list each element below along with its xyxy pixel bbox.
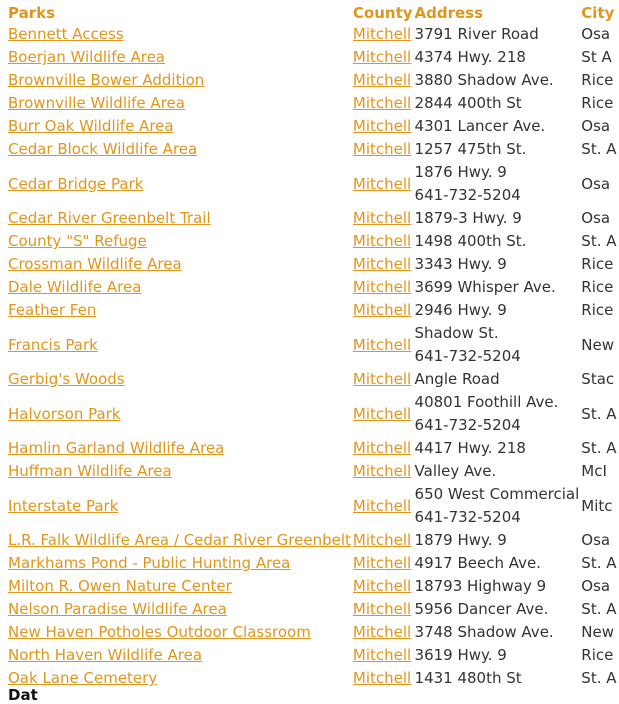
city-cell: Osa <box>581 117 611 135</box>
address-text: 1498 400th St. <box>414 232 527 250</box>
park-link[interactable]: Francis Park <box>8 335 98 354</box>
address-text: 3880 Shadow Ave. <box>414 71 554 89</box>
county-cell <box>353 368 413 391</box>
county-cell <box>353 437 413 460</box>
park-link[interactable]: Oak Lane Cemetery <box>8 669 158 687</box>
table-row <box>8 483 617 529</box>
park-link[interactable]: Markhams Pond - Public Hunting Area <box>8 554 291 572</box>
address-cell <box>415 23 580 46</box>
city-cell: Stac <box>581 370 615 388</box>
park-link[interactable]: Burr Oak Wildlife Area <box>8 117 174 135</box>
address-text: 2946 Hwy. 9 <box>414 301 507 319</box>
county-link[interactable]: Mitchell <box>352 577 412 595</box>
header-parks[interactable]: Parks <box>8 4 56 22</box>
park-link[interactable]: Bennett Access <box>8 25 124 43</box>
county-cell <box>353 46 413 69</box>
county-link[interactable]: Mitchell <box>352 646 412 664</box>
address-cell <box>415 253 580 276</box>
park-cell <box>8 667 351 690</box>
county-cell <box>353 299 413 322</box>
table-row <box>8 529 617 552</box>
address-text: 2844 400th St <box>414 94 522 112</box>
park-cell <box>8 529 351 552</box>
table-row <box>8 230 617 253</box>
park-cell <box>8 437 351 460</box>
city-cell: St. A <box>581 669 617 687</box>
park-link[interactable]: Cedar Bridge Park <box>8 174 144 193</box>
city-cell: St. A <box>581 140 617 158</box>
city-cell: McI <box>581 462 607 480</box>
park-cell <box>8 460 351 483</box>
county-link[interactable]: Mitchell <box>352 25 412 43</box>
county-cell <box>353 253 413 276</box>
address-text: 4417 Hwy. 218 <box>414 439 526 457</box>
county-link[interactable]: Mitchell <box>352 94 412 112</box>
address-text: Angle Road <box>414 370 500 388</box>
county-link[interactable]: Mitchell <box>352 48 412 66</box>
park-cell <box>8 644 351 667</box>
table-row <box>8 644 617 667</box>
city-cell: New <box>581 623 615 641</box>
table-row <box>8 207 617 230</box>
table-row <box>8 115 617 138</box>
city-cell: Osa <box>581 209 611 227</box>
table-row <box>8 598 617 621</box>
county-link[interactable]: Mitchell <box>352 600 412 618</box>
header-city[interactable]: City <box>581 4 615 22</box>
address-text: 650 West Commercial <box>414 485 580 503</box>
park-cell <box>8 46 351 69</box>
park-link[interactable]: Nelson Paradise Wildlife Area <box>8 600 227 618</box>
table-row <box>8 437 617 460</box>
park-link[interactable]: Dale Wildlife Area <box>8 278 142 296</box>
address-cell <box>415 161 580 207</box>
park-cell <box>8 69 351 92</box>
county-cell <box>353 69 413 92</box>
county-cell <box>353 667 413 690</box>
park-link[interactable]: Cedar Block Wildlife Area <box>8 140 198 158</box>
city-cell: Mitc <box>581 496 613 515</box>
city-cell: Rice <box>581 301 614 319</box>
park-cell <box>8 92 351 115</box>
county-cell <box>353 230 413 253</box>
county-cell <box>353 207 413 230</box>
table-body <box>8 23 617 690</box>
table-header-row <box>8 3 617 23</box>
phone-text: 641-732-5204 <box>414 508 521 526</box>
park-cell <box>8 598 351 621</box>
address-cell <box>415 230 580 253</box>
address-cell <box>415 92 580 115</box>
park-cell <box>8 230 351 253</box>
county-link[interactable]: Mitchell <box>352 209 412 227</box>
county-link[interactable]: Mitchell <box>352 370 412 388</box>
address-text: 3619 Hwy. 9 <box>414 646 507 664</box>
address-text: 3343 Hwy. 9 <box>414 255 507 273</box>
county-cell <box>353 529 413 552</box>
address-text: Shadow St. <box>414 324 499 342</box>
park-link[interactable]: Boerjan Wildlife Area <box>8 48 165 66</box>
county-link[interactable]: Mitchell <box>352 554 412 572</box>
county-cell <box>353 161 413 207</box>
table-row <box>8 69 617 92</box>
county-link[interactable]: Mitchell <box>352 669 412 687</box>
city-cell: New <box>581 335 615 354</box>
county-link[interactable]: Mitchell <box>352 301 412 319</box>
address-cell <box>415 299 580 322</box>
city-cell: St. A <box>581 439 617 457</box>
address-text: 3791 River Road <box>414 25 539 43</box>
address-cell <box>415 621 580 644</box>
table-row <box>8 253 617 276</box>
table-row <box>8 667 617 690</box>
city-cell: St. A <box>581 600 617 618</box>
table-row <box>8 460 617 483</box>
address-cell <box>415 322 580 368</box>
county-cell <box>353 621 413 644</box>
city-cell: Rice <box>581 646 614 664</box>
park-link[interactable]: Milton R. Owen Nature Center <box>8 577 232 595</box>
table-row <box>8 322 617 368</box>
header-county[interactable]: County <box>352 4 413 22</box>
table-row <box>8 391 617 437</box>
address-text: 4917 Beech Ave. <box>414 554 541 572</box>
park-cell <box>8 552 351 575</box>
county-link[interactable]: Mitchell <box>352 335 412 354</box>
trailing-heading: Dat <box>8 686 38 704</box>
county-cell <box>353 644 413 667</box>
park-link[interactable]: L.R. Falk Wildlife Area / Cedar River Greenbelt <box>8 531 351 549</box>
county-cell <box>353 138 413 161</box>
table-row <box>8 368 617 391</box>
park-cell <box>8 391 351 437</box>
park-cell <box>8 575 351 598</box>
county-cell <box>353 322 413 368</box>
county-cell <box>353 552 413 575</box>
park-cell <box>8 115 351 138</box>
address-text: 1431 480th St <box>414 669 522 687</box>
address-cell <box>415 667 580 690</box>
county-link[interactable]: Mitchell <box>352 71 412 89</box>
address-text: Valley Ave. <box>414 462 497 480</box>
address-text: 1876 Hwy. 9 <box>414 163 507 181</box>
address-text: 4301 Lancer Ave. <box>414 117 546 135</box>
city-cell: Osa <box>581 174 611 193</box>
phone-text: 641-732-5204 <box>414 416 521 434</box>
county-link[interactable]: Mitchell <box>352 496 412 515</box>
park-cell <box>8 253 351 276</box>
park-cell <box>8 23 351 46</box>
parks-table <box>6 3 619 690</box>
county-cell <box>353 391 413 437</box>
park-link[interactable]: New Haven Potholes Outdoor Classroom <box>8 623 311 641</box>
county-link[interactable]: Mitchell <box>352 404 412 423</box>
county-cell <box>353 460 413 483</box>
park-cell <box>8 138 351 161</box>
city-cell: Osa <box>581 577 611 595</box>
county-link[interactable]: Mitchell <box>352 462 412 480</box>
address-text: 1879-3 Hwy. 9 <box>414 209 522 227</box>
address-cell <box>415 69 580 92</box>
city-cell: St A <box>581 48 612 66</box>
city-cell: Rice <box>581 71 614 89</box>
park-cell <box>8 161 351 207</box>
county-link[interactable]: Mitchell <box>352 531 412 549</box>
park-link[interactable]: North Haven Wildlife Area <box>8 646 203 664</box>
county-link[interactable]: Mitchell <box>352 174 412 193</box>
park-cell <box>8 368 351 391</box>
city-cell: St. A <box>581 554 617 572</box>
table-row <box>8 138 617 161</box>
city-cell: Osa <box>581 25 611 43</box>
address-cell <box>415 460 580 483</box>
county-cell <box>353 598 413 621</box>
table-row <box>8 161 617 207</box>
address-cell <box>415 598 580 621</box>
table-row <box>8 299 617 322</box>
address-text: 1257 475th St. <box>414 140 527 158</box>
park-cell <box>8 483 351 529</box>
phone-text: 641-732-5204 <box>414 186 521 204</box>
table-row <box>8 621 617 644</box>
county-cell <box>353 115 413 138</box>
park-cell <box>8 276 351 299</box>
address-cell <box>415 138 580 161</box>
county-link[interactable]: Mitchell <box>352 439 412 457</box>
park-link[interactable]: Halvorson Park <box>8 404 121 423</box>
address-cell <box>415 483 580 529</box>
park-cell <box>8 299 351 322</box>
county-link[interactable]: Mitchell <box>352 117 412 135</box>
address-cell <box>415 552 580 575</box>
address-text: 3699 Whisper Ave. <box>414 278 556 296</box>
county-link[interactable]: Mitchell <box>352 255 412 273</box>
county-cell <box>353 92 413 115</box>
address-cell <box>415 529 580 552</box>
county-cell <box>353 483 413 529</box>
address-cell <box>415 115 580 138</box>
table-row <box>8 23 617 46</box>
county-cell <box>353 575 413 598</box>
address-cell <box>415 276 580 299</box>
county-link[interactable]: Mitchell <box>352 140 412 158</box>
park-link[interactable]: Gerbig's Woods <box>8 370 125 388</box>
park-link[interactable]: Hamlin Garland Wildlife Area <box>8 439 225 457</box>
park-link[interactable]: Huffman Wildlife Area <box>8 462 172 480</box>
address-text: 18793 Highway 9 <box>414 577 547 595</box>
address-text: 4374 Hwy. 218 <box>414 48 526 66</box>
city-cell: Rice <box>581 278 614 296</box>
city-cell: Rice <box>581 255 614 273</box>
address-text: 40801 Foothill Ave. <box>414 393 559 411</box>
city-cell: Osa <box>581 531 611 549</box>
park-cell <box>8 207 351 230</box>
phone-text: 641-732-5204 <box>414 347 521 365</box>
park-link[interactable]: Brownville Wildlife Area <box>8 94 185 112</box>
address-text: 1879 Hwy. 9 <box>414 531 507 549</box>
header-address[interactable]: Address <box>414 4 484 22</box>
address-cell <box>415 437 580 460</box>
county-link[interactable]: Mitchell <box>352 623 412 641</box>
park-cell <box>8 322 351 368</box>
address-cell <box>415 391 580 437</box>
park-link[interactable]: Feather Fen <box>8 301 97 319</box>
county-link[interactable]: Mitchell <box>352 278 412 296</box>
address-cell <box>415 207 580 230</box>
park-link[interactable]: Interstate Park <box>8 496 119 515</box>
address-cell <box>415 575 580 598</box>
county-cell <box>353 23 413 46</box>
address-cell <box>415 368 580 391</box>
city-cell: St. A <box>581 232 617 250</box>
table-row <box>8 46 617 69</box>
address-text: 5956 Dancer Ave. <box>414 600 549 618</box>
park-link[interactable]: Crossman Wildlife Area <box>8 255 182 273</box>
park-link[interactable]: County "S" Refuge <box>8 232 147 250</box>
table-row <box>8 92 617 115</box>
city-cell: St. A <box>581 404 617 423</box>
park-link[interactable]: Brownville Bower Addition <box>8 71 205 89</box>
park-link[interactable]: Cedar River Greenbelt Trail <box>8 209 211 227</box>
table-row <box>8 552 617 575</box>
park-cell <box>8 621 351 644</box>
table-row <box>8 276 617 299</box>
city-cell: Rice <box>581 94 614 112</box>
table-row <box>8 575 617 598</box>
county-link[interactable]: Mitchell <box>352 232 412 250</box>
address-text: 3748 Shadow Ave. <box>414 623 554 641</box>
address-cell <box>415 644 580 667</box>
address-cell <box>415 46 580 69</box>
county-cell <box>353 276 413 299</box>
